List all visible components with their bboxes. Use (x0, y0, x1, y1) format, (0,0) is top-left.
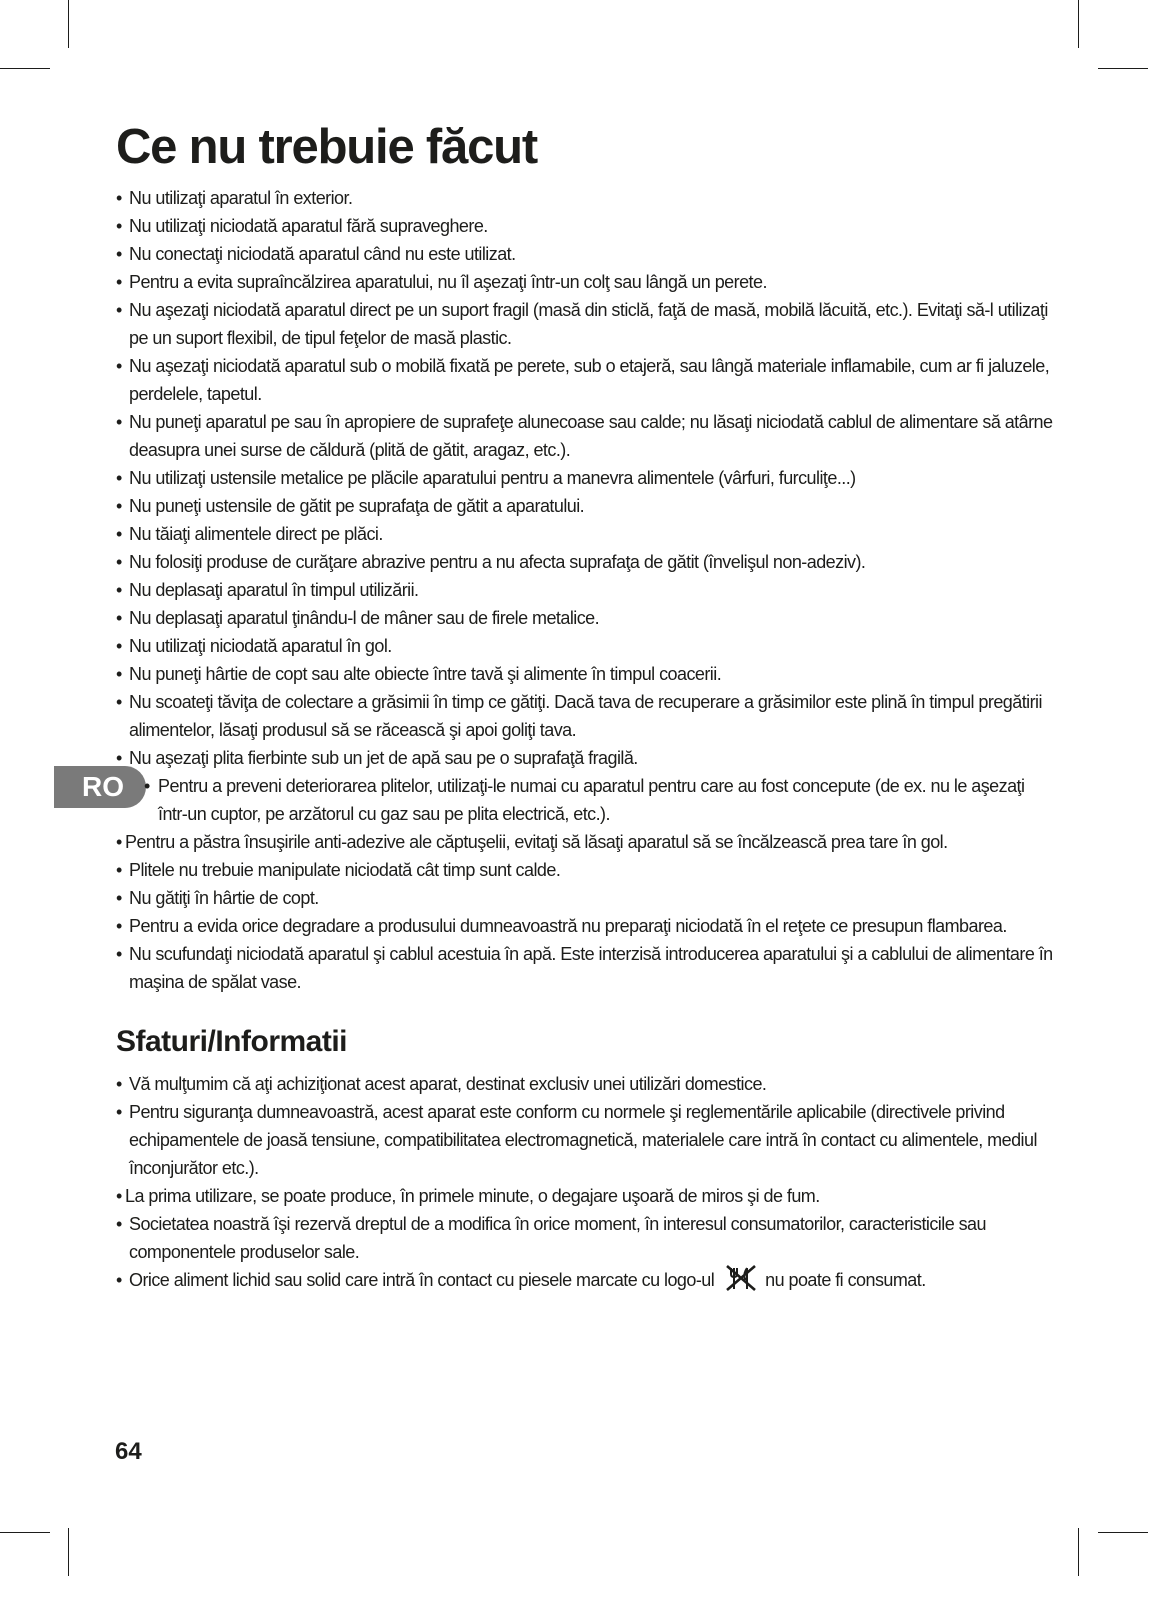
list-item: • Nu utilizaţi niciodată aparatul în gol. (116, 632, 1056, 660)
list-item: • Societatea noastră îşi rezervă dreptul de a modifica în orice moment, în interesul consumatorilor, caracteristicile sau componentele produselor sale. (116, 1210, 1056, 1266)
page-number: 64 (115, 1438, 142, 1465)
tips-list (116, 1070, 1056, 1294)
crop-mark (68, 0, 69, 48)
list-item: • Nu utilizaţi niciodată aparatul fără supraveghere. (116, 212, 1056, 240)
language-tab: RO (54, 766, 146, 808)
list-item: • Pentru a evita supraîncălzirea aparatului, nu îl aşezaţi într-un colţ sau lângă un perete. (116, 268, 1056, 296)
section-heading-dont: Ce nu trebuie făcut (116, 120, 537, 174)
last-tip-text-after: nu poate fi consumat. (765, 1270, 926, 1290)
list-item: • Nu utilizaţi ustensile metalice pe plăcile aparatului pentru a manevra alimentele (vârfuri, furculiţe...) (116, 464, 1056, 492)
list-item: • Nu puneţi aparatul pe sau în apropiere de suprafeţe alunecoase sau calde; nu lăsaţi niciodată cablul de alimentare să atârne deasupra unei surse de căldură (plită de gătit, aragaz, etc.). (116, 408, 1056, 464)
crop-mark (1078, 0, 1079, 48)
crop-mark (68, 1528, 69, 1576)
list-item: • Nu puneţi ustensile de gătit pe suprafaţa de gătit a aparatului. (116, 492, 1056, 520)
list-item: • Vă mulţumim că aţi achiziţionat acest aparat, destinat exclusiv unei utilizări domestice. (116, 1070, 1056, 1098)
list-item: • Nu deplasaţi aparatul ţinându-l de mâner sau de firele metalice. (116, 604, 1056, 632)
list-item: • Nu scoateţi tăviţa de colectare a grăsimii în timp ce gătiţi. Dacă tava de recuperare a grăsimilor este plină în timpul pregătirii alimentelor, lăsaţi produsul să se răcească şi apoi goliţi tava. (116, 688, 1056, 744)
not-for-food-icon (723, 1264, 759, 1292)
list-item: • Nu gătiţi în hârtie de copt. (116, 884, 1056, 912)
list-item: • Nu folosiţi produse de curăţare abrazive pentru a nu afecta suprafaţa de gătit (învelişul non-adeziv). (116, 548, 1056, 576)
last-tip-text-before: Orice aliment lichid sau solid care intră în contact cu piesele marcate cu logo-ul (129, 1270, 715, 1290)
list-item: • Pentru a păstra însuşirile anti-adezive ale căptuşelii, evitaţi să lăsaţi aparatul să se încălzească prea tare în gol. (116, 828, 1056, 856)
crop-mark (0, 1532, 50, 1533)
list-item: • Nu tăiaţi alimentele direct pe plăci. (116, 520, 1056, 548)
list-item: • Plitele nu trebuie manipulate niciodată cât timp sunt calde. (116, 856, 1056, 884)
page-content (116, 118, 1056, 1294)
section-heading-tips: Sfaturi/Informatii (116, 1025, 348, 1058)
list-item: • Nu utilizaţi aparatul în exterior. (116, 184, 1056, 212)
crop-mark (1098, 1532, 1148, 1533)
crop-mark (1098, 68, 1148, 69)
dont-list (116, 184, 1056, 996)
list-item: • Pentru a preveni deteriorarea plitelor, utilizaţi-le numai cu aparatul pentru care au fost concepute (de ex. nu le aşezaţi într-un cuptor, pe arzătorul cu gaz sau pe plita electrică, etc.). (116, 772, 1056, 828)
list-item: • Pentru a evida orice degradare a produsului dumneavoastră nu preparaţi niciodată în el reţete ce presupun flambarea. (116, 912, 1056, 940)
list-item: • Nu aşezaţi niciodată aparatul direct pe un suport fragil (masă din sticlă, faţă de masă, mobilă lăcuită, etc.). Evitaţi să-l utilizaţi pe un suport flexibil, de tipul feţelor de masă plastic. (116, 296, 1056, 352)
list-item: • Nu aşezaţi niciodată aparatul sub o mobilă fixată pe perete, sub o etajeră, sau lângă materiale inflamabile, cum ar fi jaluzele, perdelele, tapetul. (116, 352, 1056, 408)
list-item: • Pentru siguranţa dumneavoastră, acest aparat este conform cu normele şi reglementările aplicabile (directivele privind echipamentele de joasă tensiune, compatibilitatea electromagnetică, materialele care intră în contact cu alimentele, mediul înconjurător etc.). (116, 1098, 1056, 1182)
list-item: • Nu puneţi hârtie de copt sau alte obiecte între tavă şi alimente în timpul coacerii. (116, 660, 1056, 688)
crop-mark (1078, 1528, 1079, 1576)
list-item: • Nu scufundaţi niciodată aparatul şi cablul acestuia în apă. Este interzisă introducerea aparatului şi a cablului de alimentare în maşina de spălat vase. (116, 940, 1056, 996)
crop-mark (0, 68, 50, 69)
list-item: • Nu aşezaţi plita fierbinte sub un jet de apă sau pe o suprafaţă fragilă. (116, 744, 1056, 772)
list-item: • La prima utilizare, se poate produce, în primele minute, o degajare uşoară de miros şi de fum. (116, 1182, 1056, 1210)
list-item: • Nu deplasaţi aparatul în timpul utilizării. (116, 576, 1056, 604)
list-item: • Nu conectaţi niciodată aparatul când nu este utilizat. (116, 240, 1056, 268)
list-item (116, 1266, 1056, 1294)
